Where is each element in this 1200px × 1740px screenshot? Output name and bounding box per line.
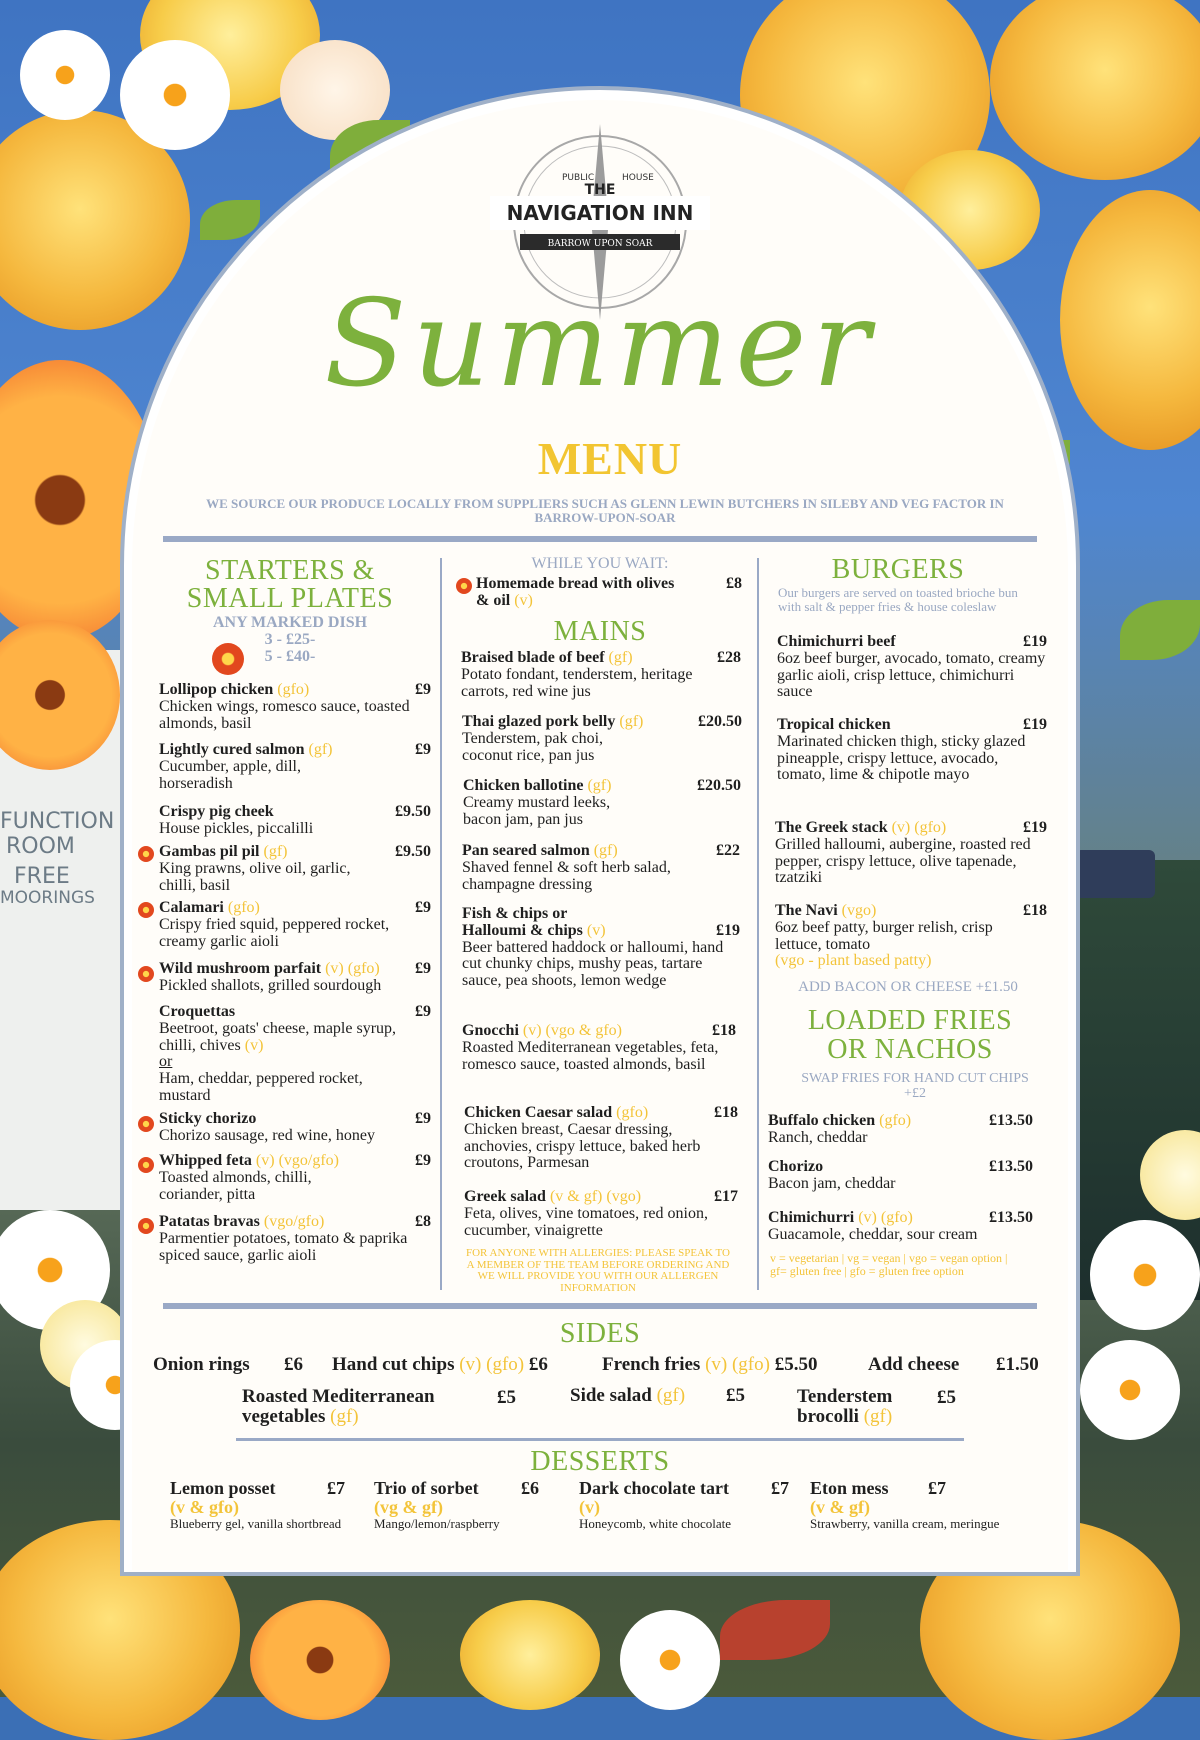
- item-price: £9: [415, 1003, 431, 1020]
- side-diet-tag: (v) (gfo): [705, 1354, 770, 1375]
- item-price: £20.50: [697, 777, 741, 794]
- item-description: 6oz beef burger, avocado, tomato, creamy garlic aioli, crisp lettuce, chimichurri sauce: [777, 649, 1046, 701]
- item-name: Thai glazed pork belly: [462, 713, 616, 730]
- item-name: Whipped feta: [159, 1152, 252, 1169]
- item-diet-tag: (v): [244, 1036, 264, 1054]
- item-description: Ranch, cheddar: [768, 1128, 868, 1146]
- title-script: Summer: [324, 275, 876, 414]
- menu-item: [159, 1004, 431, 1105]
- loaded-title-line1: LOADED FRIES: [807, 1005, 1013, 1036]
- item-price: £17: [714, 1188, 738, 1205]
- dessert-description: Strawberry, vanilla cream, meringue: [810, 1515, 1000, 1531]
- side-diet-tag: (gf): [656, 1385, 686, 1406]
- item-description: King prawns, olive oil, garlic, chilli, basil: [159, 859, 351, 894]
- item-description: [159, 1021, 399, 1055]
- item-description: Ham, cheddar, peppered rocket, mustard: [159, 1070, 363, 1104]
- item-diet-tag: (gf): [593, 842, 618, 859]
- side-price: £5: [497, 1387, 516, 1408]
- dessert-name: Lemon posset: [170, 1478, 276, 1498]
- item-description: Tenderstem, pak choi, coconut rice, pan jus: [462, 729, 604, 764]
- side-name: French fries: [602, 1354, 701, 1375]
- divider: [236, 1438, 964, 1441]
- item-description: Feta, olives, vine tomatoes, red onion, cucumber, vinaigrette: [464, 1204, 708, 1239]
- item-diet-tag: (v) (gfo): [891, 819, 947, 836]
- side-item: [602, 1354, 817, 1376]
- item-name: Pan seared salmon: [462, 842, 590, 859]
- item-name: Chimichurri beef: [777, 633, 896, 650]
- menu-item: [462, 843, 740, 893]
- item-name-text: Homemade bread with olives & oil: [476, 575, 675, 609]
- item-name: Croquettas: [159, 1003, 236, 1020]
- item-diet-tag: (gfo): [879, 1112, 912, 1129]
- menu-item: [159, 742, 431, 792]
- side-name: Hand cut chips: [332, 1354, 455, 1375]
- dessert-price: £6: [521, 1478, 539, 1498]
- dessert-item: [810, 1479, 1000, 1530]
- menu-item: [159, 900, 431, 950]
- logo-house-text: HOUSE: [622, 173, 654, 183]
- sourcing-note: WE SOURCE OUR PRODUCE LOCALLY FROM SUPPLIERS SUCH AS GLENN LEWIN BUTCHERS IN SILEBY AND VEG FACTOR IN BARROW-UPON-SOAR: [206, 496, 1004, 525]
- menu-item: [768, 1159, 1033, 1193]
- item-price: £13.50: [989, 1209, 1033, 1226]
- item-price: £13.50: [989, 1158, 1033, 1175]
- daisy-illustration: [120, 40, 230, 150]
- wall-sign-room: ROOM: [6, 834, 75, 859]
- side-item: [570, 1385, 685, 1407]
- item-price: £19: [1023, 633, 1047, 650]
- item-name: [476, 576, 676, 610]
- item-name-line2: Halloumi & chips: [462, 921, 583, 939]
- item-or: or: [159, 1053, 173, 1071]
- item-diet-tag: (gf): [308, 741, 333, 758]
- dessert-price: £7: [771, 1478, 789, 1498]
- side-price: £6: [284, 1354, 303, 1375]
- add-bacon-cheese: ADD BACON OR CHEESE +£1.50: [798, 979, 1018, 995]
- menu-item: [768, 1210, 1033, 1244]
- marked-dish-icon: [138, 846, 154, 862]
- item-name: Gnocchi: [462, 1022, 519, 1039]
- item-description: House pickles, piccalilli: [159, 819, 314, 837]
- item-description: Creamy mustard leeks, bacon jam, pan jus: [463, 793, 611, 828]
- starters-title-line2: SMALL PLATES: [186, 583, 394, 614]
- divider: [163, 536, 1037, 542]
- menu-item: [777, 717, 1047, 784]
- dessert-item: [170, 1479, 345, 1530]
- offer-price-5: 5 - £40-: [264, 647, 316, 665]
- marked-dish-icon: [138, 1116, 154, 1132]
- side-item: [332, 1354, 548, 1376]
- side-price: £5.50: [774, 1354, 818, 1375]
- menu-item: [159, 844, 431, 894]
- dessert-price: £7: [928, 1478, 946, 1498]
- menu-item: [768, 1113, 1033, 1147]
- item-description: Crispy fried squid, peppered rocket, creamy garlic aioli: [159, 915, 390, 950]
- item-diet-tag: (gfo): [227, 899, 260, 916]
- side-item: [242, 1387, 435, 1427]
- wall-sign-free: FREE: [14, 864, 70, 889]
- item-price: £22: [716, 842, 740, 859]
- wall-sign-function: FUNCTION: [0, 809, 115, 834]
- marked-dish-icon: [138, 1218, 154, 1234]
- dessert-diet-tag: (v & gf): [810, 1496, 870, 1517]
- item-name: Buffalo chicken: [768, 1112, 876, 1129]
- item-name: Braised blade of beef: [461, 649, 605, 666]
- marked-dish-flower-icon: [212, 643, 244, 675]
- marked-dish-icon: [138, 966, 154, 982]
- item-price: £18: [712, 1022, 736, 1039]
- item-price: £18: [714, 1104, 738, 1121]
- offer-price-3: 3 - £25-: [264, 630, 316, 648]
- item-diet-tag: (v) (gfo): [858, 1209, 913, 1226]
- item-description: Roasted Mediterranean vegetables, feta, romesco sauce, toasted almonds, basil: [462, 1038, 719, 1073]
- narrowboat: [1075, 850, 1155, 898]
- menu-item: [159, 682, 431, 732]
- item-description: 6oz beef patty, burger relish, crisp lettuce, tomato: [775, 918, 993, 953]
- swap-fries-note: SWAP FRIES FOR HAND CUT CHIPS +£2: [801, 1071, 1029, 1101]
- burgers-note: Our burgers are served on toasted brioche bun with salt & pepper fries & house coleslaw: [778, 585, 1018, 614]
- dessert-item: [374, 1479, 539, 1530]
- item-name: Fish & chips or: [462, 905, 568, 922]
- sides-title: SIDES: [559, 1318, 641, 1349]
- item-description: Chicken breast, Caesar dressing, anchovies, crispy lettuce, baked herb croutons, Parmesan: [464, 1120, 701, 1172]
- item-description: Chorizo sausage, red wine, honey: [159, 1126, 375, 1144]
- mains-section: [460, 556, 740, 573]
- side-item: [797, 1387, 892, 1427]
- side-name-line2: brocolli: [797, 1405, 859, 1427]
- item-description: Cucumber, apple, dill, horseradish: [159, 757, 301, 792]
- marked-dish-icon: [138, 1157, 154, 1173]
- divider: [163, 1303, 1037, 1309]
- side-item: [868, 1354, 959, 1376]
- logo-name-text: NAVIGATION INN: [506, 201, 694, 225]
- item-name: The Greek stack: [775, 819, 888, 836]
- side-name: Side salad: [570, 1385, 652, 1406]
- item-diet-tag: (vgo): [841, 902, 877, 919]
- column-divider: [440, 558, 442, 1290]
- allergy-notice: FOR ANYONE WITH ALLERGIES: PLEASE SPEAK TO A MEMBER OF THE TEAM BEFORE ORDERING AND WE WILL PROVIDE YOU WITH OUR ALLERGEN INFORMATION: [465, 1247, 731, 1294]
- item-name: Greek salad: [464, 1188, 546, 1205]
- desserts-title: DESSERTS: [530, 1446, 670, 1477]
- item-price: £8: [726, 575, 742, 592]
- menu-item: [462, 714, 742, 764]
- column-divider: [757, 558, 759, 1290]
- item-price: £9: [415, 741, 431, 758]
- item-diet-tag: (v): [586, 921, 606, 939]
- side-name: Add cheese: [868, 1354, 960, 1375]
- item-description: Pickled shallots, grilled sourdough: [159, 976, 382, 994]
- item-diet-tag: (gf): [619, 713, 644, 730]
- dessert-item: [579, 1479, 789, 1530]
- item-diet-tag: (gfo): [277, 681, 310, 698]
- wall-sign-moorings: MOORINGS: [0, 888, 95, 908]
- daisy-illustration: [20, 30, 110, 120]
- side-name: Onion rings: [153, 1354, 250, 1375]
- item-price: £9: [415, 1110, 431, 1127]
- dessert-name: Dark chocolate tart: [579, 1478, 729, 1498]
- mains-title: MAINS: [553, 616, 647, 647]
- item-diet-tag: (vgo/gfo): [263, 1213, 325, 1230]
- dessert-diet-tag: (vg & gf): [374, 1496, 443, 1517]
- item-name: Chimichurri: [768, 1209, 855, 1226]
- item-price: £9: [415, 960, 431, 977]
- side-price: £1.50: [996, 1354, 1039, 1375]
- offer-title: ANY MARKED DISH: [212, 614, 368, 631]
- menu-item: [461, 650, 741, 700]
- item-description: Toasted almonds, chilli, coriander, pitta: [159, 1168, 312, 1203]
- side-price: £5: [726, 1385, 745, 1406]
- menu-item: [775, 903, 1047, 970]
- item-price: £18: [1023, 902, 1047, 919]
- menu-item: [159, 1214, 431, 1264]
- item-name: Chorizo: [768, 1158, 824, 1175]
- item-name: Wild mushroom parfait: [159, 960, 322, 977]
- item-name: The Navi: [775, 902, 838, 919]
- side-item: [153, 1354, 250, 1376]
- item-price: £28: [717, 649, 741, 666]
- item-name: Patatas bravas: [159, 1213, 260, 1230]
- dessert-name: Trio of sorbet: [374, 1478, 479, 1498]
- item-diet-tag: (v) (vgo/gfo): [255, 1152, 339, 1169]
- rose-illustration: [460, 1600, 600, 1710]
- menu-item: [476, 576, 742, 610]
- item-price: £9.50: [395, 803, 431, 820]
- dessert-description: Honeycomb, white chocolate: [579, 1515, 731, 1531]
- title-menu: MENU: [537, 433, 683, 484]
- dessert-diet-tag: (v & gfo): [170, 1496, 239, 1517]
- starters-title-line1: STARTERS &: [205, 555, 375, 586]
- item-price: £20.50: [698, 713, 742, 730]
- item-diet-tag: (gf): [608, 649, 633, 666]
- dessert-description: Blueberry gel, vanilla shortbread: [170, 1515, 342, 1531]
- item-name: Tropical chicken: [777, 716, 891, 733]
- item-name: Gambas pil pil: [159, 843, 260, 860]
- item-name: Crispy pig cheek: [159, 803, 274, 820]
- item-description: Potato fondant, tenderstem, heritage carrots, red wine jus: [461, 665, 693, 700]
- item-name: Chicken Caesar salad: [464, 1104, 613, 1121]
- dessert-price: £7: [327, 1478, 345, 1498]
- marked-dish-icon: [138, 902, 154, 918]
- item-price: £19: [1023, 819, 1047, 836]
- side-diet-tag: (gf): [330, 1405, 359, 1427]
- item-description: Guacamole, cheddar, sour cream: [768, 1225, 978, 1243]
- item-diet-tag: (gfo): [616, 1104, 649, 1121]
- starters-section: [150, 557, 430, 665]
- item-diet-tag: (gf): [263, 843, 288, 860]
- side-diet-tag: (gf): [863, 1405, 893, 1427]
- item-price: £19: [1023, 716, 1047, 733]
- flower-illustration: [250, 1600, 390, 1720]
- item-name: Lightly cured salmon: [159, 741, 305, 758]
- side-price: £6: [528, 1354, 548, 1375]
- item-description: Beer battered haddock or halloumi, hand cut chunky chips, mushy peas, tartare sauce, pea shoots, lemon wedge: [462, 938, 724, 990]
- menu-item: [463, 778, 741, 828]
- item-description: Shaved fennel & soft herb salad, champagne dressing: [462, 858, 671, 893]
- item-diet-tag: (v) (gfo): [325, 960, 380, 977]
- item-diet-tag: (gf): [587, 777, 612, 794]
- menu-item: [462, 1023, 736, 1073]
- item-price: £8: [415, 1213, 431, 1230]
- burgers-title: BURGERS: [831, 554, 965, 585]
- item-diet-tag: (v): [514, 591, 533, 609]
- item-price: £19: [716, 922, 740, 939]
- item-name: Sticky chorizo: [159, 1110, 257, 1127]
- item-description: Marinated chicken thigh, sticky glazed pineapple, crispy lettuce, avocado, tomato, lime & chipotle mayo: [777, 732, 1026, 784]
- side-name-line2: vegetables: [242, 1405, 326, 1427]
- item-price: £9: [415, 1152, 431, 1169]
- item-price: £9: [415, 681, 431, 698]
- menu-item: [159, 1111, 431, 1145]
- item-price: £9: [415, 899, 431, 916]
- item-description: Parmentier potatoes, tomato & paprika spiced sauce, garlic aioli: [159, 1229, 408, 1264]
- menu-item: [464, 1189, 738, 1239]
- item-description-text: Beetroot, goats' cheese, maple syrup, chilli, chives: [159, 1019, 397, 1054]
- item-diet-tag: (v & gf) (vgo): [549, 1188, 642, 1205]
- item-description: Grilled halloumi, aubergine, roasted red pepper, crispy lettuce, olive tapenade, tzatziki: [775, 835, 1031, 887]
- side-diet-tag: (v) (gfo): [459, 1354, 525, 1375]
- item-name: Calamari: [159, 899, 224, 916]
- menu-item: [159, 1153, 431, 1203]
- item-description: Bacon jam, cheddar: [768, 1174, 896, 1192]
- item-name: Lollipop chicken: [159, 681, 274, 698]
- logo-the-text: THE: [584, 182, 616, 198]
- marked-dish-icon: [456, 578, 472, 594]
- dietary-key: v = vegetarian | vg = vegan | vgo = vegan option | gf= gluten free | gfo = gluten free option: [770, 1251, 1008, 1279]
- logo-location-text: BARROW UPON SOAR: [547, 239, 653, 249]
- item-diet-tag: (v) (vgo & gfo): [522, 1022, 622, 1039]
- daisy-illustration: [1090, 1220, 1200, 1330]
- menu-item: [159, 804, 431, 838]
- dessert-diet-tag: (v): [579, 1496, 600, 1517]
- daisy-illustration: [620, 1610, 720, 1710]
- item-description: Chicken wings, romesco sauce, toasted almonds, basil: [159, 697, 410, 732]
- daisy-illustration: [1080, 1340, 1180, 1440]
- dessert-name: Eton mess: [810, 1478, 889, 1498]
- menu-item: [777, 634, 1047, 701]
- side-name: Roasted Mediterranean: [242, 1386, 435, 1407]
- item-price: £13.50: [989, 1112, 1033, 1129]
- item-name: Chicken ballotine: [463, 777, 584, 794]
- side-price: £5: [937, 1387, 956, 1408]
- loaded-title-line2: OR NACHOS: [827, 1034, 993, 1065]
- menu-item: [159, 961, 431, 995]
- item-diet-note: (vgo - plant based patty): [775, 952, 932, 970]
- dessert-description: Mango/lemon/raspberry: [374, 1515, 500, 1531]
- menu-item: [462, 906, 740, 990]
- item-price: £9.50: [395, 843, 431, 860]
- side-name: Tenderstem: [797, 1386, 893, 1407]
- menu-item: [464, 1105, 738, 1172]
- while-you-wait-title: WHILE YOU WAIT:: [531, 555, 669, 572]
- menu-item: [775, 820, 1047, 887]
- logo-public-text: PUBLIC: [562, 173, 595, 183]
